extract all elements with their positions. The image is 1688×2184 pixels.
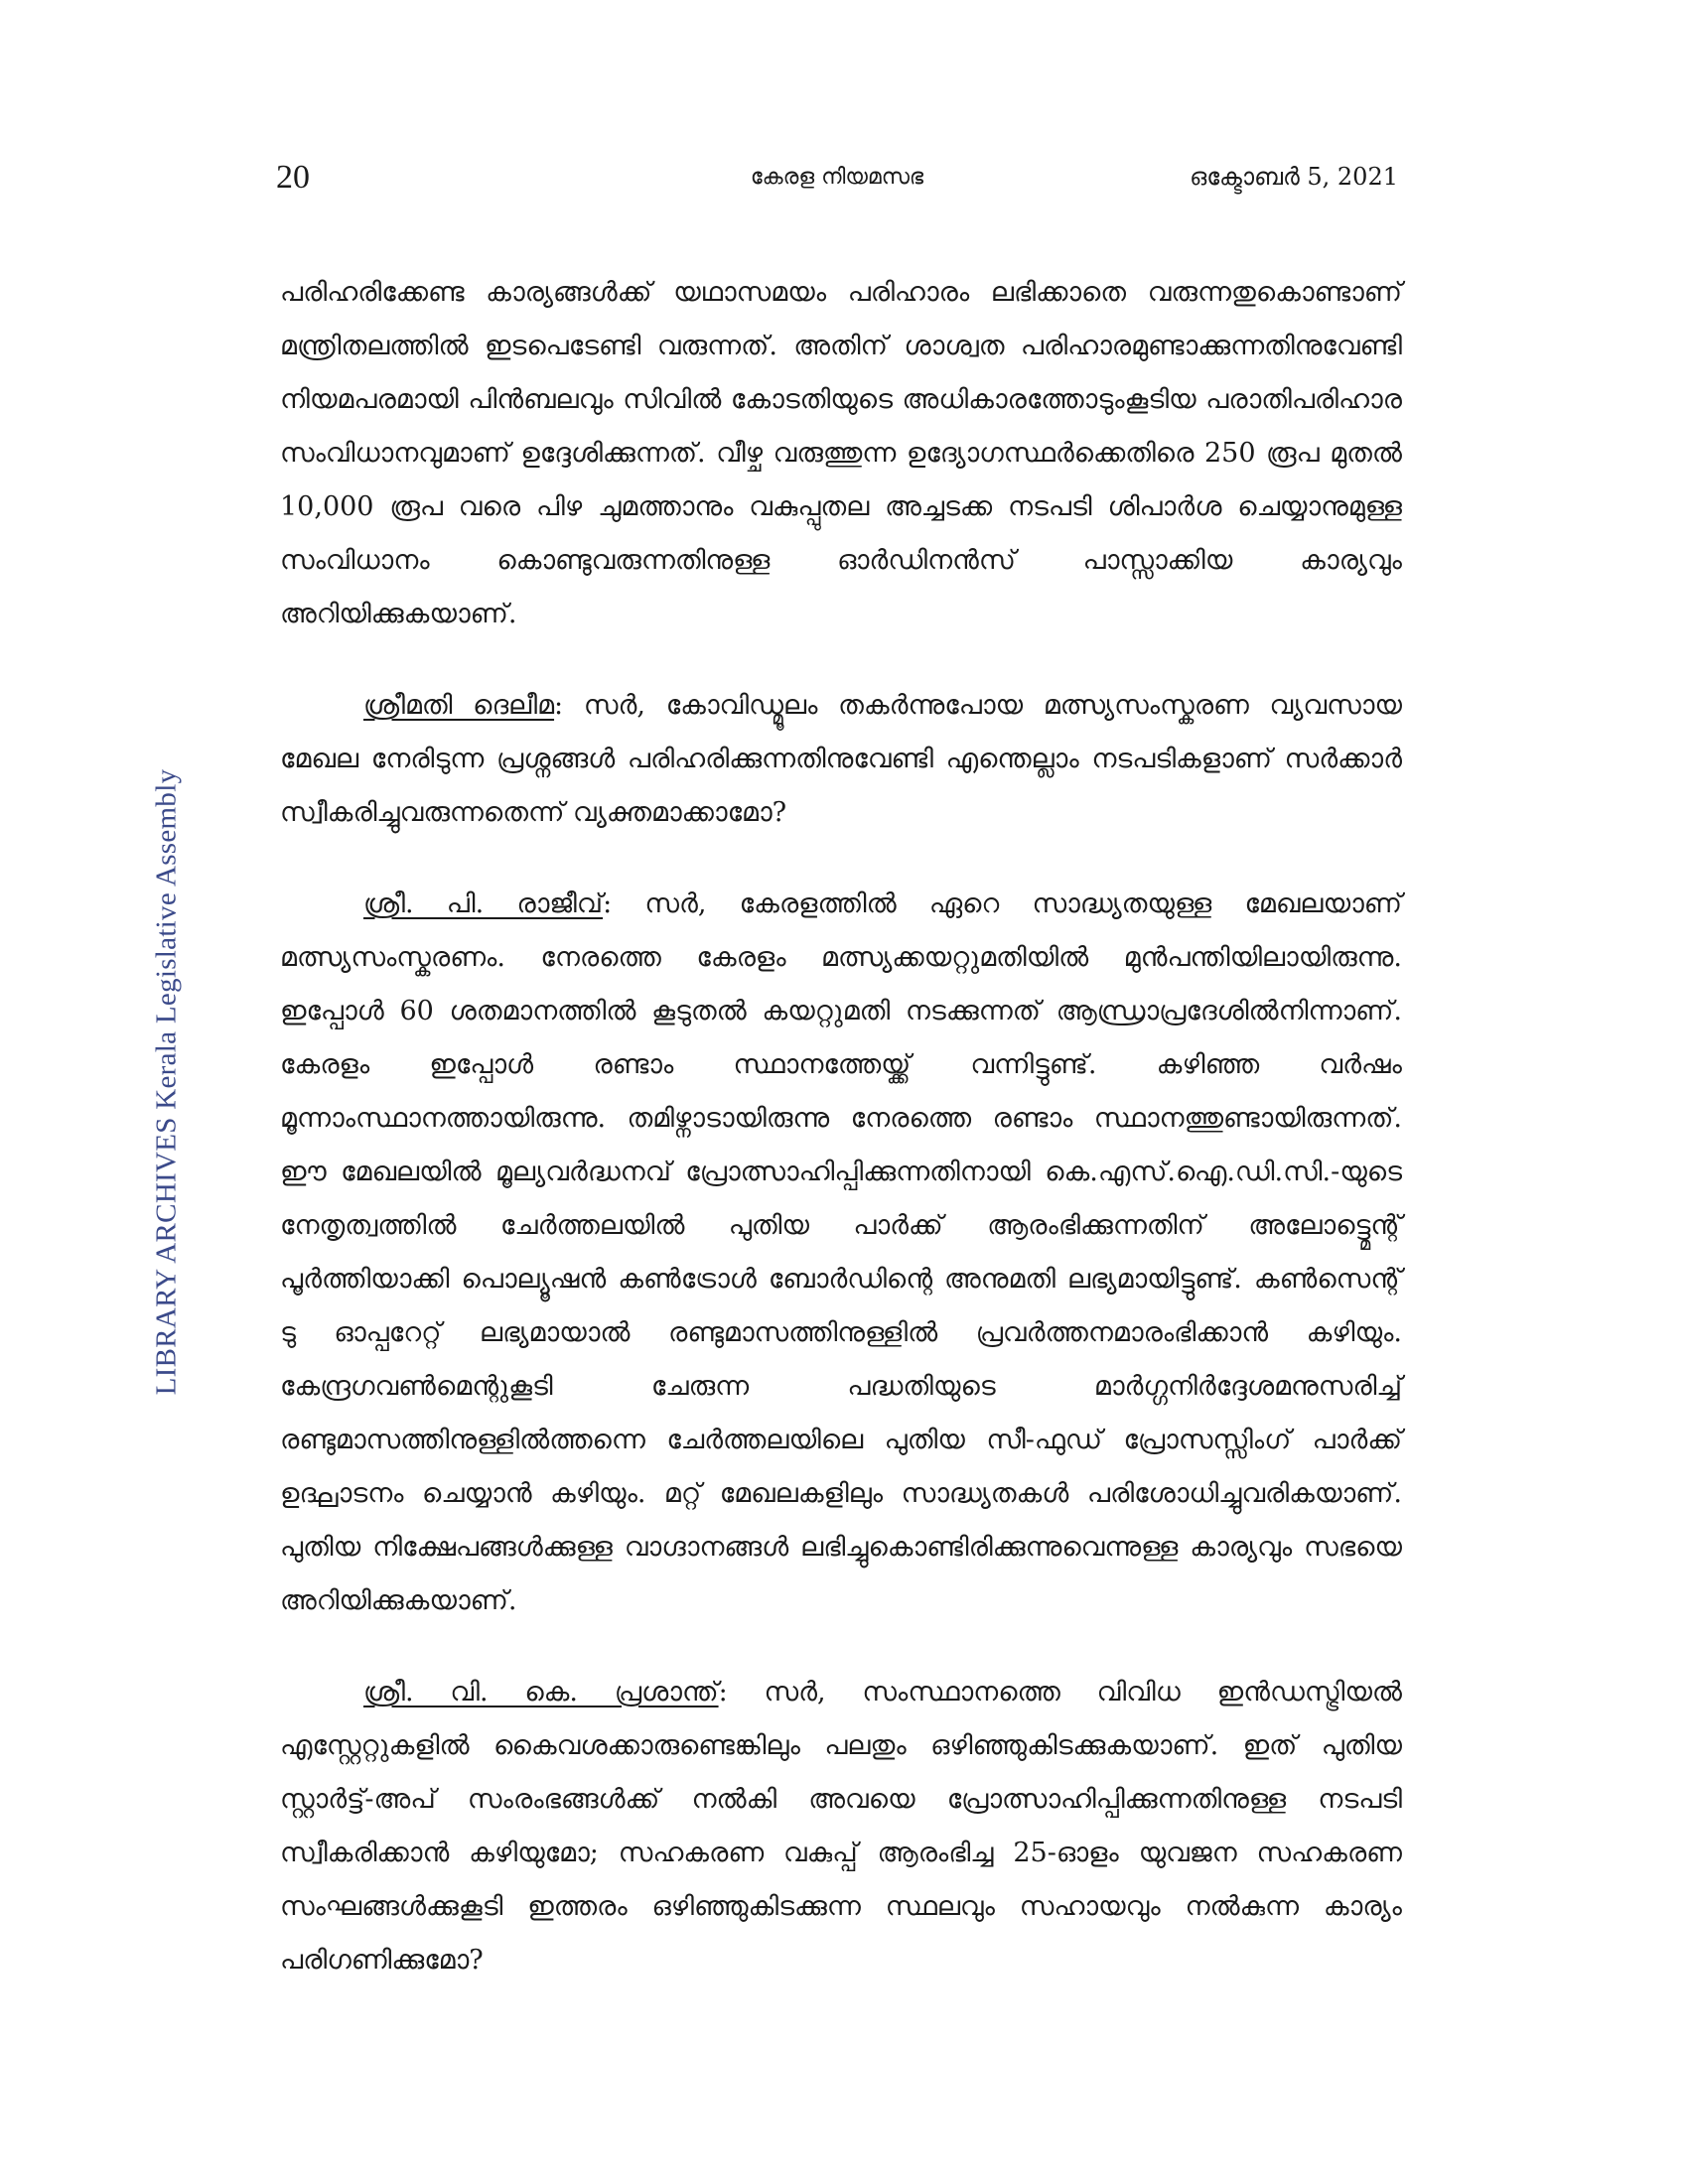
paragraph-minister-answer-continued	[280, 266, 1402, 641]
archive-watermark: LIBRARY ARCHIVES Kerala Legislative Assembly	[150, 768, 183, 1396]
paragraph-text: പരിഹരിക്കേണ്ട കാര്യങ്ങൾക്ക് യഥാസമയം പരിഹാരം ലഭിക്കാതെ വരുന്നതുകൊണ്ടാണ് മന്ത്രിതലത്തിൽ ഇടപെടേണ്ടി വരുന്നത്. അതിന് ശാശ്വത പരിഹാരമുണ്ടാക്കുന്നതിനുവേണ്ടി നിയമപരമായി പിൻബലവും സിവിൽ കോടതിയുടെ അധികാരത്തോടുംകൂടിയ പരാതിപരിഹാര സംവിധാനവുമാണ് ഉദ്ദേശിക്കുന്നത്. വീഴ്ച വരുത്തുന്ന ഉദ്യോഗസ്ഥർക്കെതിരെ 250 രൂപ മുതൽ 10,000 രൂപ വരെ പിഴ ചുമത്താനും വകുപ്പുതല അച്ചടക്ക നടപടി ശിപാർശ ചെയ്യാനുമുള്ള സംവിധാനം കൊണ്ടുവരുന്നതിനുള്ള ഓർഡിനൻസ് പാസ്സാക്കിയ കാര്യവും അറിയിക്കുകയാണ്.	[280, 277, 1402, 629]
proceedings-text	[280, 266, 1402, 2025]
paragraph-question-prasanth	[280, 1666, 1402, 1987]
speaker-name: ശ്രീ. പി. രാജീവ്	[363, 888, 604, 919]
header-title: കേരള നിയമസഭ	[750, 165, 924, 190]
page-number: 20	[276, 159, 310, 196]
speaker-name: ശ്രീമതി ദെലീമ	[363, 690, 555, 721]
page-header	[276, 159, 1398, 199]
paragraph-question-daleema	[280, 679, 1402, 840]
paragraph-text: : സർ, കോവിഡ്മൂലം തകർന്നുപോയ മത്സ്യസംസ്കരണ വ്യവസായ മേഖല നേരിടുന്ന പ്രശ്നങ്ങൾ പരിഹരിക്കുന്നതിനുവേണ്ടി എന്തെല്ലാം നടപടികളാണ് സർക്കാർ സ്വീകരിച്ചുവരുന്നതെന്ന് വ്യക്തമാക്കാമോ?	[280, 690, 1402, 828]
header-date: ഒക്ടോബർ 5, 2021	[1190, 163, 1398, 191]
speaker-name: ശ്രീ. വി. കെ. പ്രശാന്ത്	[363, 1677, 719, 1707]
paragraph-text: : സർ, കേരളത്തിൽ ഏറെ സാദ്ധ്യതയുള്ള മേഖലയാണ് മത്സ്യസംസ്കരണം. നേരത്തെ കേരളം മത്സ്യക്കയറ്റുമതിയിൽ മുൻപന്തിയിലായിരുന്നു. ഇപ്പോൾ 60 ശതമാനത്തിൽ കൂടുതൽ കയറ്റുമതി നടക്കുന്നത് ആന്ധ്രാപ്രദേശിൽനിന്നാണ്. കേരളം ഇപ്പോൾ രണ്ടാം സ്ഥാനത്തേയ്ക്ക് വന്നിട്ടുണ്ട്. കഴിഞ്ഞ വർഷം മൂന്നാംസ്ഥാനത്തായിരുന്നു. തമിഴ്നാടായിരുന്നു നേരത്തെ രണ്ടാം സ്ഥാനത്തുണ്ടായിരുന്നത്. ഈ മേഖലയിൽ മൂല്യവർദ്ധനവ് പ്രോത്സാഹിപ്പിക്കുന്നതിനായി കെ.എസ്.ഐ.ഡി.സി.-യുടെ നേതൃത്വത്തിൽ ചേർത്തലയിൽ പുതിയ പാർക്ക് ആരംഭിക്കുന്നതിന് അലോട്ട്മെന്റ് പൂർത്തിയാക്കി പൊല്യൂഷൻ കൺട്രോൾ ബോർഡിന്റെ അനുമതി ലഭ്യമായിട്ടുണ്ട്. കൺസെന്റ് ടു ഓപ്പറേറ്റ് ലഭ്യമായാൽ രണ്ടുമാസത്തിനുള്ളിൽ പ്രവർത്തനമാരംഭിക്കാൻ കഴിയും. കേന്ദ്രഗവൺമെന്റുകൂടി ചേരുന്ന പദ്ധതിയുടെ മാർഗ്ഗനിർദ്ദേശമനുസരിച്ച് രണ്ടുമാസത്തിനുള്ളിൽത്തന്നെ ചേർത്തലയിലെ പുതിയ സീ-ഫുഡ് പ്രോസസ്സിംഗ് പാർക്ക് ഉദ്ഘാടനം ചെയ്യാൻ കഴിയും. മറ്റ് മേഖലകളിലും സാദ്ധ്യതകൾ പരിശോധിച്ചുവരികയാണ്. പുതിയ നിക്ഷേപങ്ങൾക്കുള്ള വാഗ്ദാനങ്ങൾ ലഭിച്ചുകൊണ്ടിരിക്കുന്നുവെന്നുള്ള കാര്യവും സഭയെ അറിയിക്കുകയാണ്.	[280, 888, 1402, 1616]
paragraph-text: : സർ, സംസ്ഥാനത്തെ വിവിധ ഇൻഡസ്ട്രിയൽ എസ്റ്റേറ്റുകളിൽ കൈവശക്കാരുണ്ടെങ്കിലും പലതും ഒഴിഞ്ഞുകിടക്കുകയാണ്. ഇത് പുതിയ സ്റ്റാർട്ട്-അപ് സംരംഭങ്ങൾക്ക് നൽകി അവയെ പ്രോത്സാഹിപ്പിക്കുന്നതിനുള്ള നടപടി സ്വീകരിക്കാൻ കഴിയുമോ; സഹകരണ വകുപ്പ് ആരംഭിച്ച 25-ഓളം യുവജന സഹകരണ സംഘങ്ങൾക്കുകൂടി ഇത്തരം ഒഴിഞ്ഞുകിടക്കുന്ന സ്ഥലവും സഹായവും നൽകുന്ന കാര്യം പരിഗണിക്കുമോ?	[280, 1677, 1402, 1976]
paragraph-answer-rajeev	[280, 878, 1402, 1628]
